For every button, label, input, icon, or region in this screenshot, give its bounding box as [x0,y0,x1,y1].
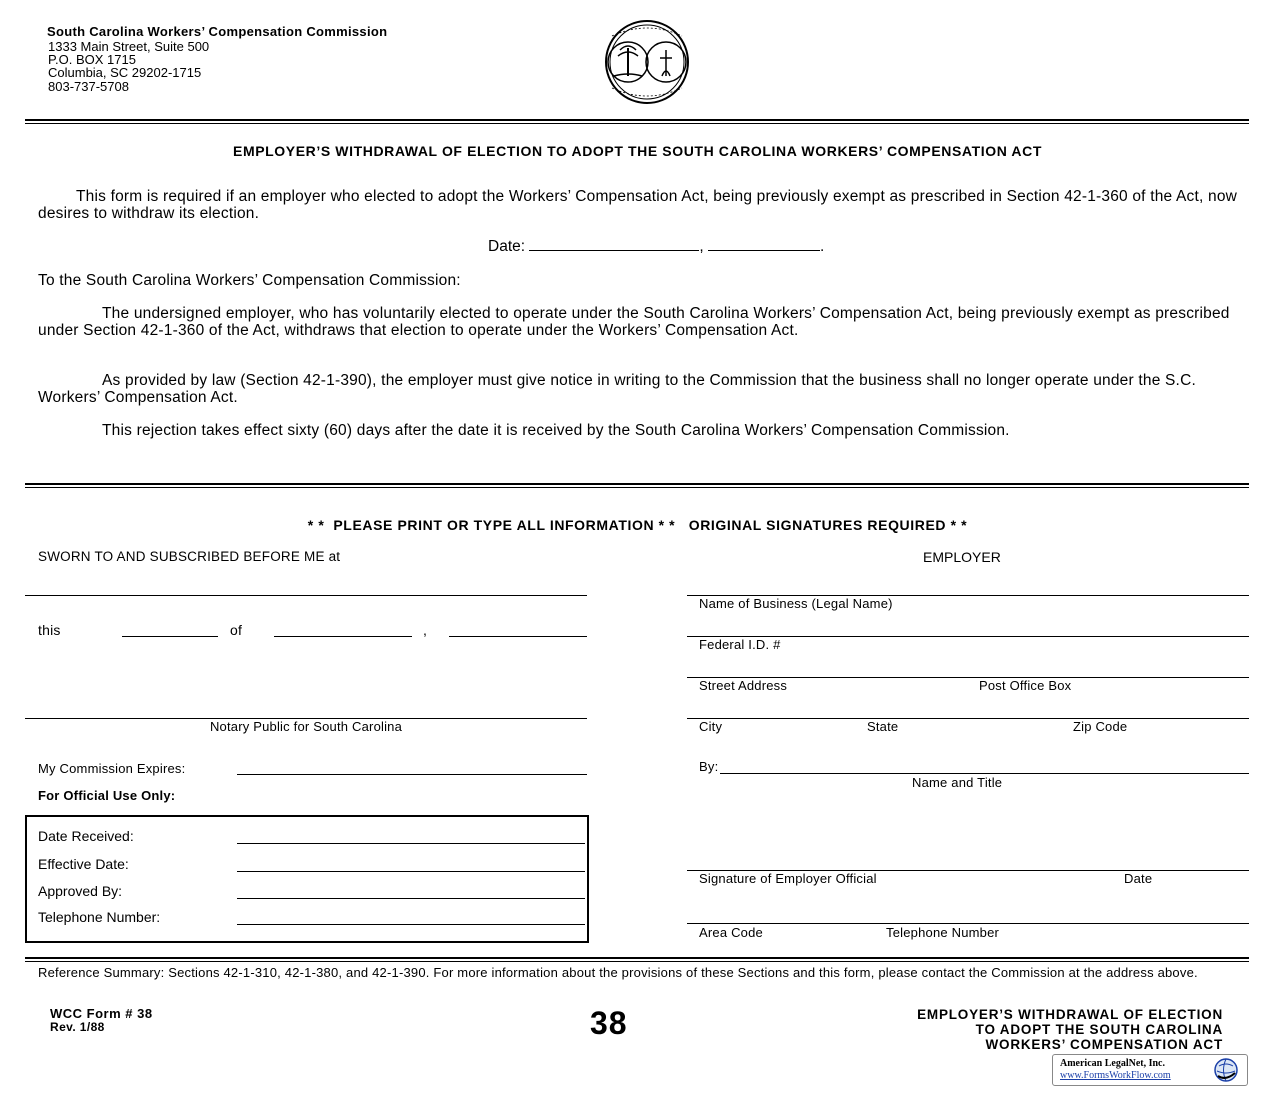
commission-expires-label: My Commission Expires: [38,761,186,776]
reference-summary: Reference Summary: Sections 42-1-310, 42-1-380, and 42-1-390. For more information about the provisions of these Sections and this form, please contact the Commission at the address above. [38,965,1198,980]
form-number: WCC Form # 38 [50,1006,153,1021]
form-big-number: 38 [590,1005,628,1041]
paragraph-2: As provided by law (Section 42-1-390), the employer must give notice in writing to the Commission that the business shall no longer operate under the S.C. Workers’ Compensation Act. [38,372,1196,406]
area-code-label: Area Code [699,925,763,940]
instructions-banner: * * PLEASE PRINT OR TYPE ALL INFORMATION * * ORIGINAL SIGNATURES REQUIRED * * [307,517,968,533]
zip-code-label: Zip Code [1073,719,1128,734]
footer-title-line-1: EMPLOYER’S WITHDRAWAL OF ELECTION [917,1007,1223,1022]
date-blank-month-day[interactable] [529,237,699,251]
approved-by-line[interactable] [237,898,585,899]
globe-icon [1213,1057,1239,1083]
footer-title-line-3: WORKERS’ COMPENSATION ACT [985,1037,1223,1052]
address-line-3: Columbia, SC 29202-1715 [48,65,202,80]
intro-paragraph: This form is required if an employer who elected to adopt the Workers’ Compensation Act, being previously exempt as prescribed in Section 42-1-360 of the Act, now desires to withdraw its election. [38,188,1238,222]
form-title: EMPLOYER’S WITHDRAWAL OF ELECTION TO ADOPT THE SOUTH CAROLINA WORKERS’ COMPENSATION ACT [233,143,1042,159]
revision: Rev. 1/88 [50,1020,105,1034]
paragraph-3: This rejection takes effect sixty (60) days after the date it is received by the South Carolina Workers’ Compensation Commission. [102,422,1010,439]
commission-expires-line[interactable] [237,774,587,775]
badge-url[interactable]: www.FormsWorkFlow.com [1060,1070,1171,1081]
phone-number: 803-737-5708 [48,79,129,94]
address-line-1: 1333 Main Street, Suite 500 [48,39,210,54]
date-label: Date: [488,238,526,255]
name-title-label: Name and Title [912,775,1003,790]
address-line-2: P.O. BOX 1715 [48,52,136,67]
badge-name: American LegalNet, Inc. [1060,1058,1165,1069]
date-blank-year[interactable] [708,237,820,251]
federal-id-label: Federal I.D. # [699,637,781,652]
effective-date-line[interactable] [237,871,585,872]
this-label: this [38,622,61,638]
notary-label: Notary Public for South Carolina [209,719,403,734]
header-rule [25,119,1249,121]
section-rule-thin [25,487,1249,488]
business-name-label: Name of Business (Legal Name) [699,596,893,611]
footer-title-line-2: TO ADOPT THE SOUTH CAROLINA [975,1022,1223,1037]
date-line: Date: , . [488,238,825,255]
employer-telephone-label: Telephone Number [886,925,1000,940]
header-rule-thin [25,123,1249,124]
employer-heading: EMPLOYER [923,549,1001,565]
signature-date-label: Date [1124,871,1153,886]
by-line[interactable] [720,773,1249,774]
city-label: City [699,719,723,734]
of-label: of [230,622,243,638]
comma-label: , [423,622,428,638]
effective-date-label: Effective Date: [38,856,129,872]
official-use-label: For Official Use Only: [38,788,176,803]
date-received-label: Date Received: [38,828,134,844]
year-blank[interactable] [449,636,587,637]
date-received-line[interactable] [237,843,585,844]
paragraph-1: The undersigned employer, who has voluntarily elected to operate under the South Carolina Workers’ Compensation Act, being previously exempt as prescribed under Section 42-1-360 of the Act, withdraws that election to operate under the Workers’ Compensation Act. [38,305,1230,339]
publisher-badge[interactable] [1052,1054,1248,1086]
sworn-location-line[interactable] [25,595,587,596]
po-box-label: Post Office Box [979,678,1072,693]
phone-line[interactable] [687,923,1249,924]
telephone-label: Telephone Number: [38,909,161,925]
city-state-zip-line[interactable] [687,718,1249,719]
by-label: By: [699,759,719,774]
approved-by-label: Approved By: [38,883,123,899]
signature-label: Signature of Employer Official [699,871,877,886]
state-seal-icon [582,20,712,104]
organization-name: South Carolina Workers’ Compensation Commission [47,24,388,39]
sworn-label: SWORN TO AND SUBSCRIBED BEFORE ME at [38,549,341,564]
section-rule [25,483,1249,485]
month-blank[interactable] [274,636,412,637]
footer-rule [25,957,1249,959]
state-label: State [867,719,899,734]
street-address-label: Street Address [699,678,788,693]
official-use-box [25,815,589,943]
day-blank[interactable] [122,636,218,637]
telephone-line[interactable] [237,924,585,925]
footer-rule-thin [25,961,1249,962]
salutation: To the South Carolina Workers’ Compensation Commission: [38,272,461,289]
